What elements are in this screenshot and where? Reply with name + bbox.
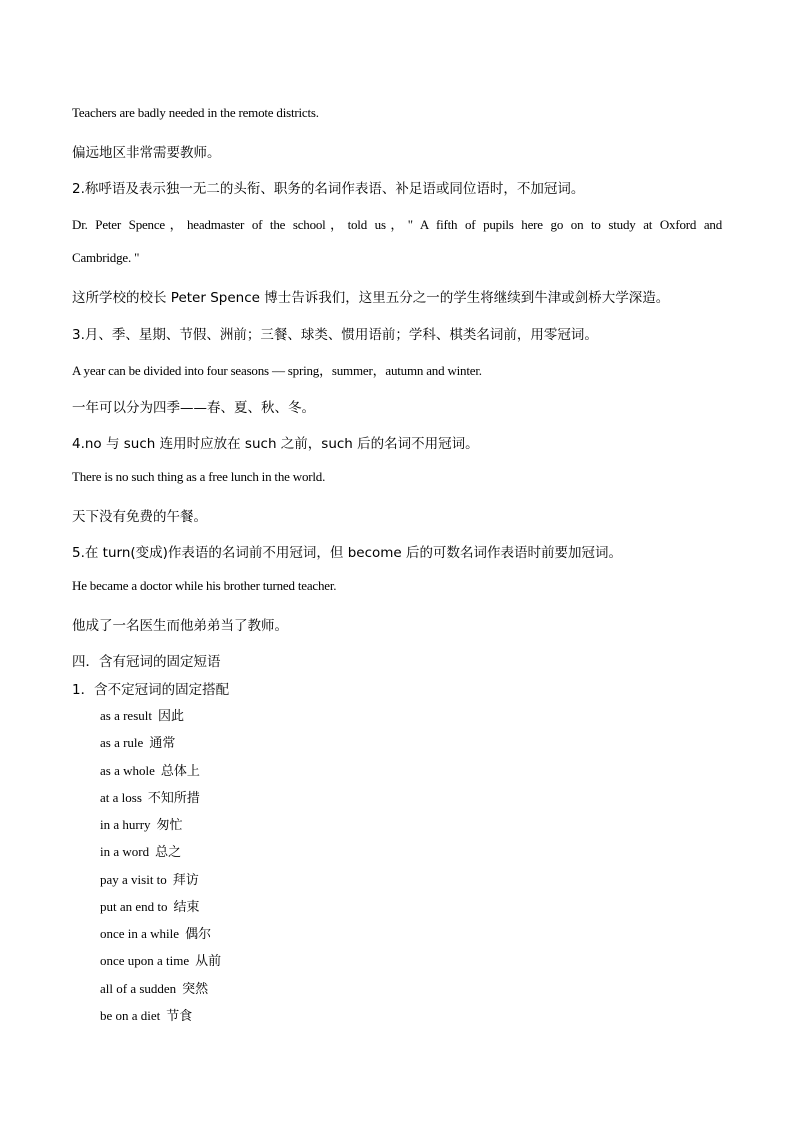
phrase-meaning: 匆忙 (156, 818, 183, 833)
phrase-item (100, 1005, 192, 1024)
phrase-meaning: 总之 (155, 845, 182, 860)
rule-5-title: 5.在 turn(变成)作表语的名词前不用冠词，但 become 后的可数名词作表语时前要加冠词。 (72, 545, 623, 561)
phrase-term: at a loss (100, 790, 142, 805)
example-translation-zh: 天下没有免费的午餐。 (72, 509, 207, 525)
example-sentence-en: Teachers are badly needed in the remote districts. (72, 105, 319, 120)
phrase-term: be on a diet (100, 1008, 161, 1023)
phrase-term: as a whole (100, 763, 155, 778)
phrase-item (100, 787, 200, 806)
phrase-term: as a rule (100, 735, 144, 750)
phrase-term: in a hurry (100, 817, 151, 832)
example-sentence-en: There is no such thing as a free lunch in the world. (72, 469, 326, 484)
phrase-meaning: 因此 (157, 709, 184, 724)
phrase-item (100, 705, 184, 724)
phrase-item (100, 896, 200, 915)
phrase-item (100, 869, 199, 888)
phrase-term: all of a sudden (100, 981, 177, 996)
example-translation-zh: 偏远地区非常需要教师。 (72, 145, 221, 161)
phrase-meaning: 偶尔 (185, 927, 212, 942)
phrase-meaning: 拜访 (172, 873, 199, 888)
section-heading: 四．含有冠词的固定短语 (72, 654, 221, 670)
rule-4-title: 4.no 与 such 连用时应放在 such 之前，such 后的名词不用冠词。 (72, 436, 479, 452)
phrase-meaning: 突然 (182, 982, 209, 997)
phrase-term: once upon a time (100, 953, 190, 968)
phrase-item (100, 950, 221, 969)
phrase-item (100, 978, 208, 997)
rule-3-title: 3.月、季、星期、节假、洲前；三餐、球类、惯用语前；学科、棋类名词前，用零冠词。 (72, 327, 598, 343)
phrase-term: once in a while (100, 926, 180, 941)
example-translation-zh: 他成了一名医生而他弟弟当了教师。 (72, 618, 288, 634)
example-sentence-en-continued: Cambridge. " (72, 250, 140, 265)
example-translation-zh: 一年可以分为四季——春、夏、秋、冬。 (72, 400, 315, 416)
phrase-meaning: 结束 (173, 900, 200, 915)
rule-2-title: 2.称呼语及表示独一无二的头衔、职务的名词作表语、补足语或同位语时，不加冠词。 (72, 181, 585, 197)
phrase-meaning: 通常 (149, 736, 176, 751)
phrase-item (100, 732, 175, 751)
sub-heading: 1．含不定冠词的固定搭配 (72, 682, 230, 698)
phrase-item (100, 841, 181, 860)
phrase-term: put an end to (100, 899, 168, 914)
phrase-meaning: 从前 (195, 954, 222, 969)
phrase-term: pay a visit to (100, 872, 167, 887)
phrase-term: as a result (100, 708, 152, 723)
phrase-meaning: 总体上 (160, 764, 200, 779)
example-sentence-en: A year can be divided into four seasons — spring，summer，autumn and winter. (72, 363, 482, 378)
example-translation-zh: 这所学校的校长 Peter Spence 博士告诉我们，这里五分之一的学生将继续到牛津或剑桥大学深造。 (72, 290, 670, 306)
phrase-item (100, 760, 200, 779)
example-sentence-en: Dr. Peter Spence，headmaster of the school，told us，" A fifth of pupils here go on to study at Oxford and (72, 217, 722, 232)
example-sentence-en: He became a doctor while his brother turned teacher. (72, 578, 337, 593)
phrase-term: in a word (100, 844, 150, 859)
phrase-item (100, 814, 183, 833)
phrase-meaning: 节食 (166, 1009, 193, 1024)
phrase-meaning: 不知所措 (147, 791, 200, 806)
phrase-item (100, 923, 211, 942)
